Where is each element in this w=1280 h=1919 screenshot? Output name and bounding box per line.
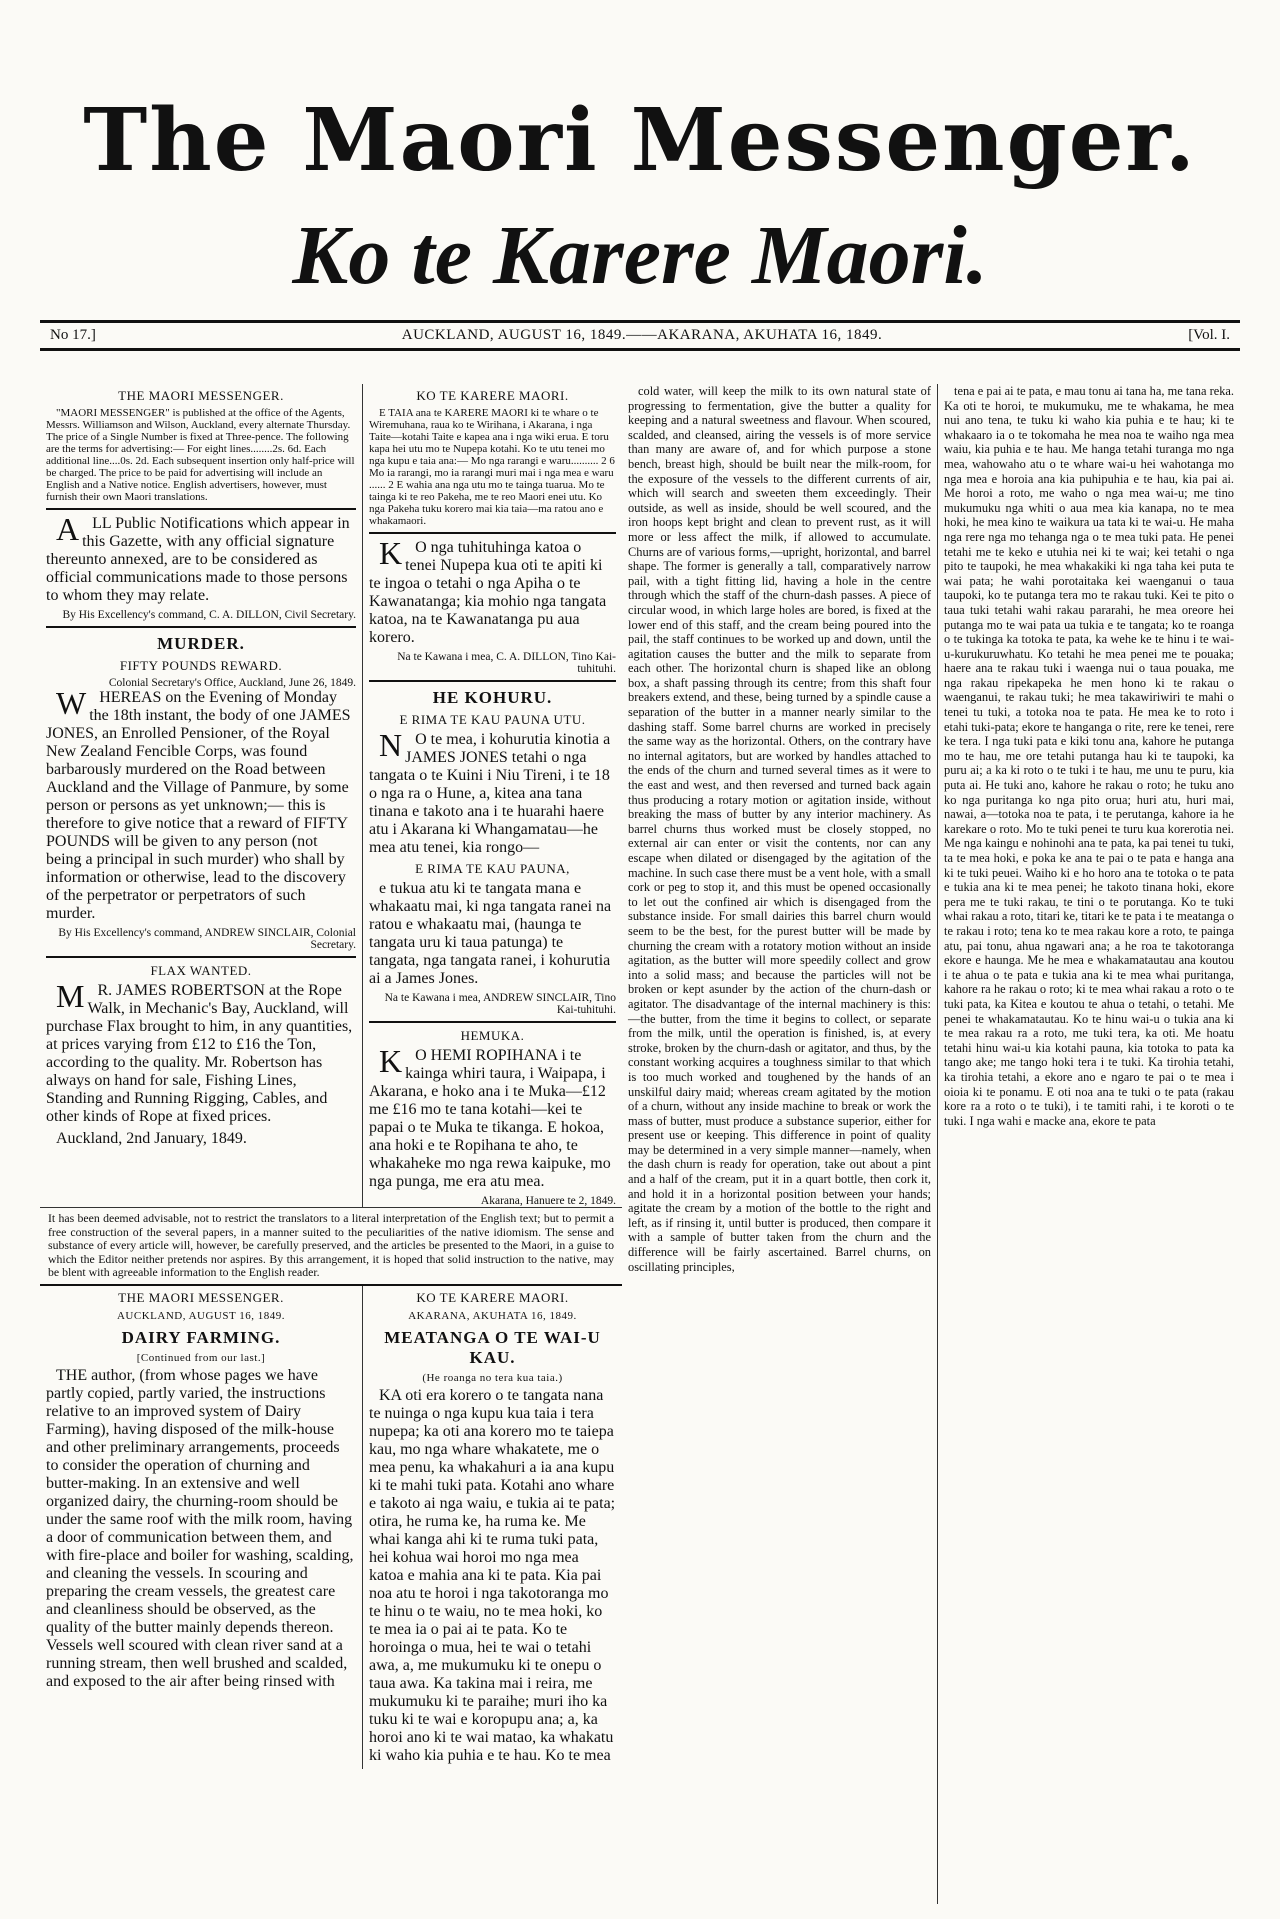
masthead <box>40 0 1240 320</box>
murder-place: Colonial Secretary's Office, Auckland, June 26, 1849. <box>108 677 356 689</box>
kohuru-subheading-2: E RIMA TE KAU PAUNA, <box>415 861 570 876</box>
separator <box>46 956 356 958</box>
notice-heading-en: THE MAORI MESSENGER. <box>118 388 284 403</box>
column-3 <box>622 384 937 1904</box>
hemuka-text: KO HEMI ROPIHANA i te kainga whiri taura, i Waipapa, i Akarana, e hoko ana i te Muka—£12 me £16 mo te tana kotahi—kei te papai o te Muka te tikanga. E hokoa, ana hoki e te Ropihana te aho, te whakaheke mo nga rewa kaipuke, mo nga punga, me era atu mea. <box>369 1043 611 1190</box>
kohuru-subheading: E RIMA TE KAU PAUNA UTU. <box>399 712 586 727</box>
column-4 <box>937 384 1240 1904</box>
lower-heading-en: THE MAORI MESSENGER. <box>118 1289 284 1305</box>
column-2 <box>362 384 622 1207</box>
murder-subheading: FIFTY POUNDS REWARD. <box>119 658 283 673</box>
meatanga-text-continued: tena e pai ai te pata, e mau tonu ai tana ha, me tana reka. Ka oti te horoi, te mukumuku, me te whakama, he mea nui ano tena, te tuku ki waho kia puhia e te hau; ki te whakaaro ia o te tokomaha he mea noa te waiho nga mea waiu, kia puhia e te hau. Me hanga tetahi turanga mo nga mea, wahowaho atu o te whare wai-u hei wahotanga mo nga mea e horoia ana kia puhipuhia e te hau, kia pai ai. Me horoi a roto, me waho o nga mea wai-u; me tino mukumuku nga whiti o aua mea kia kanapa, no te mea hoki, he mea kino te waikura ua tata ki te wai-u. He maha nga rere nga mo tehanga nga o te mea tuki pata. He penei tetahi me te keko e utuhia nei ki te wai; kei tetahi o nga pito te taupoki, he mea whakakiki ki nga taha kei puta te wai pata; he wahi porotaitaka kei waenganui o taua taupoki, ko te putanga tera mo te rakau tuki. Kei te pito o taua tuki tetahi wahi rakau pararahi, he mea oreore hei putanga mo te wai pata ua tukia e te tangata; ko te roanga o te tukinga ka totoka te pata, ka wehe ke te hinu i te wai-u-kurukuruwhatu. Ko tetahi he mea penei me te pouaka; haere ana te rakau tuki i waenga nui o taua pouaka, me nga rakau ripekapeka he men hono ki te rakau o waenganui, te rakau tuki; he mea takawiriwiri te mahi o tenei tu tuki, a totoka noa te pata. He mea ke to roto i etahi tuki-pata; ekore te hanganga o rite, rere ke tenei, rere ke tera. I nga tuki pata e kiki tonu ana, kahore he putanga mo te hau, me ore tetahi putanga hau ki te taupoki, ka puru ai; a ka ki roto o te tuki i te hau, me unu te puru, kia puta ai. He tuki ano, kahore he rakau o roto; he tuku ano ko nga puritanga ko nga pito orua; huri atu, huri mai, nawai, a—totoka noa te pata, i te perutanga, kahore ia he karekare o roto. Mo te tuki penei te turu kua korerotia nei. Me nga kaingu e nohinohi ana te pata, ka pai tenei tu tuki, ta te mea hoki, e poka ke ana te pai o te pata e hanga ana ki te tuki peuei. Waiho ki e ho horo ana te totoka o te pata e tukia ana ki te mea penei; he takoto tinana hoki, ekore pera me te tuki rakau, te tini o te porutanga. Ko te tuki whai rakau a roto, titari ke, titari ke te pata i te meatanga o te rakau i roto; tena ko te mea rakau kore a roto, te painga atu, pai tonu, ahua ngawari ana; a he roa te takotoranga ekore e haunga. Me he mea e whakamatautau ana koutou i te ahua o te pata e tukia ana ki te mea whai puritanga, kahore ra he rakau o roto; ki te mea whai rakau a roto o te tuki pata, ka Kitea e koutou te ahua o tetahi, o tetahi. Me penei te whakamatautau. Ko te hinu wai-u o tukia ana ki te mea rakau ra a roto, me tuki tera, ka oti. Me hoatu tetahi hinu wai-u kia kotahi pauna, kia totoka to pata ka tango ake; me tango hoki tera i te tuki. Ka tirohia tetahi, ka tirohia tetahi, a ekore ano e ngaro te pai o te mea i oioia ki te ponamu. E oti noa ana te tuki o te pata (rakau kore ra a roto o te tuki), i te tamiti rahi, i te koroti o te tuki. I nga wahi e macke ana, ekore te pata <box>944 384 1234 1128</box>
public-signature-en: By His Excellency's command, C. A. DILLON, Civil Secretary. <box>62 609 356 621</box>
flax-heading: FLAX WANTED. <box>150 963 252 978</box>
lower-date-en: AUCKLAND, AUGUST 16, 1849. <box>116 1309 286 1322</box>
murder-text: WHEREAS on the Evening of Monday the 18th instant, the body of one JAMES JONES, an Enrolled Pensioner, of the Royal New Zealand Fencible Corps, was found barbarously murdered on the Road between Auckland and the Village of Panmure, by some person or persons as yet unknown;— this is therefore to give notice that a reward of FIFTY POUNDS will be given to any person (not being a principal in such murder) who shall by information or otherwise, lead to the discovery of the perpetrator or perpetrators of such murder. <box>46 685 351 922</box>
lower-pair <box>40 1286 622 1769</box>
dairy-article-en <box>40 1286 362 1769</box>
lower-heading-mi: KO TE KARERE MAORI. <box>416 1289 569 1305</box>
dateline-rule <box>40 348 1240 351</box>
hemuka-heading: HEMUKA. <box>460 1028 525 1043</box>
murder-signature: By His Excellency's command, ANDREW SINCLAIR, Colonial Secretary. <box>58 927 356 951</box>
issue-number: No 17.] <box>50 327 96 343</box>
meatanga-text: KA oti era korero o te tangata nana te nuinga o nga kupu kua taia i tera nupepa; ka oti ana korero mo te taiepa kau, mo nga whare whakatete, me o mea penu, ka whakahuri a ia ana kupu ki te mahi tuki pata. Kotahi ano whare e takoto ai nga waiu, e tukia ai te pata; otira, he ruma ke, ha ruma ke. Me whai kanga ahi ki te ruma tuki pata, hei kohua wai horoi mo nga mea katoa e mahia ana ki te pata. Kia pai noa atu te horoi i nga takotoranga mo te hinu o te waiu, no te mea hoki, ko te mea ia o pai ai te pata. Ko te horoinga o mua, hei te wai o tetahi awa, a, me mukumuku ki te onepu o taua awa. Ka takina mai i reira, me mukumuku ki te paraihe; muri iho ka tuku ki te wai e koropupu ana; a, ka horoi ano ki te wai matao, ka whakatu ki waho kia puhia e te hau. Ko te mea <box>369 1386 616 1764</box>
lower-date-mi: AKARANA, AKUHATA 16, 1849. <box>408 1309 577 1322</box>
separator <box>46 626 356 628</box>
public-notice-en: ALL Public Notifications which appear in this Gazette, with any official signature thereunto annexed, are to be considered as official communications made to those persons to whom they may relate. <box>46 511 350 604</box>
left-two-columns <box>40 384 622 1904</box>
issue-date: AUCKLAND, AUGUST 16, 1849.——AKARANA, AKUHATA 16, 1849. <box>401 327 883 343</box>
flax-date: Auckland, 2nd January, 1849. <box>56 1130 247 1147</box>
dateline <box>40 323 1240 348</box>
upper-pair <box>40 384 622 1207</box>
public-signature-mi: Na te Kawana i mea, C. A. DILLON, Tino Kai-tuhituhi. <box>397 651 616 675</box>
kohuru-text: NO te mea, i kohurutia kinotia a JAMES JONES tetahi o nga tangata o te Kuini i Niu Tireni, i te 18 o nga ra o Hune, a, kitea ana tana tinana e takoto ana i te huarahi haere atu i Akarana ki Whangamatau—he mea atu tenei, kia rongo— <box>369 727 611 856</box>
dairy-title: DAIRY FARMING. <box>121 1327 281 1347</box>
murder-heading: MURDER. <box>157 634 245 653</box>
separator <box>369 680 616 682</box>
notice-text-en: "MAORI MESSENGER" is published at the office of the Agents, Messrs. Williamson and Wilson, Auckland, every alternate Thursday. The price of a Single Number is fixed at Three-pence. The following are the terms for advertising:— For eight lines........2s. 6d. Each additional line....0s. 2d. Each subsequent insertion only half-price will be charged. The price to be paid for advertising will include an English and a Native notice. English advertisers, however, must furnish their own Maori translations. <box>46 407 355 503</box>
masthead-maori: Ko te Karere Maori. <box>292 209 988 302</box>
notice-text-mi: E TAIA ana te KARERE MAORI ki te whare o te Wiremuhana, raua ko te Wirihana, i Akarana, i nga Taite—kotahi Taite e kapea ana i nga wiki erua. E toru kapa hei utu mo te Nupepa kotahi. Ko te utu tenei mo nga kupu e taia ana:— Mo nga rarangi e waru.......... 2 6 Mo ia rarangi, mo ia rarangi muri mai i nga mea e waru ...... 2 E wahia ana nga utu mo te tainga tuarua. Mo te tainga ki te reo Pakeha, me te reo Maori enei utu. Ko nga Pakeha tuku korero mai kia taia—ma ratou ano e whakamaori. <box>369 407 615 527</box>
dairy-article-mi <box>362 1286 622 1769</box>
meatanga-title: MEATANGA O TE WAI-U KAU. <box>384 1327 601 1367</box>
kohuru-text-2: e tukua atu ki te tangata mana e whakaatu mai, ki nga tangata ranei na ratou e whakaatu mai, (haunga te tangata uru ki taua patunga) te tangata, nga tangata ranei, i kohurutia ai a James Jones. <box>369 880 612 987</box>
hemuka-date: Akarana, Hanuere te 2, 1849. <box>480 1195 616 1207</box>
volume-number: [Vol. I. <box>1188 327 1230 343</box>
notice-heading-mi: KO TE KARERE MAORI. <box>416 388 569 403</box>
flax-text: MR. JAMES ROBERTSON at the Rope Walk, in Mechanic's Bay, Auckland, will purchase Flax brought to him, in any quantities, at prices varying from £12 to £16 the Ton, according to the quality. Mr. Robertson has always on hand for sale, Fishing Lines, Standing and Running Rigging, Cables, and other kinds of Rope at fixed prices. <box>46 978 353 1125</box>
dairy-text-continued: cold water, will keep the milk to its own natural state of progressing to fermentation, give the butter a quality for keeping and a natural sweetness and flavour. When scoured, scalded, and cleansed, airing the vessels is of more service than many are aware of, and for which purpose a stone bench, breast high, should be built near the milk-room, for the exposure of the vessels to the different currents of air, which will search and sweeten them exceedingly. Their outside, as well as inside, should be well scoured, and the iron hoops kept bright and clean to prevent rust, as it will more or less affect the milk, if allowed to accumulate. Churns are of various forms,—upright, horizontal, and barrel shape. The former is generally a tall, comparatively narrow pail, with a tight fitting lid, having a hole in the centre through which the staff of the churn-dash passes. A piece of circular wood, in which large holes are bored, is fixed at the lower end of this staff, and the cream being poured into the pail, the staff continues to be worked up and down, until the agitation causes the butter and the milk to separate from each other. The horizontal churn is shaped like an oblong box, a shaft passing through its centre; from this shaft four breakers extend, and these, being turned by a spindle cause a separation of the butter in a manner nearly similar to the dashing staff. Some barrel churns are worked in precisely the same way as the horizontal. Others, on the contrary have no internal agitators, but are worked by handles attached to the ends of the churn and turned several times as it were to the east and west, and then reversed and turned back again thus producing a rotary motion or agitation inside, without breaking the mass of butter by any interior machinery. As barrel churns thus worked must be closely stopped, no external air can enter or visit the contents, nor can any escape when dilated or disengaged by the agitation of the machine. In such case there must be a vent hole, with a small cork or peg to stop it, and this must be opened occasionally to let out the confined air which is disengaged from the substance inside. For small dairies this barrel churn would seem to be the best, for the purest butter will be made by churning the cream with a rotatory motion without an inside agitation, as the butter will more speedily collect and grow into a solid mass; and because the particles will not be broken or kept asunder by the action of the churn-dash or agitator. The disadvantage of the internal machinery is this:—the butter, from the time it begins to collect, or separate from the milk, until the operation is finished, is, at every stroke, broken by the churn-dash or agitator, and thus, by the constant working acquires a toughness similar to that which is too much worked and toughened by the hands of an unskilful dairy maid; whereas cream agitated by the motion of a churn, without any inside machine to break or work the mass of butter, must produce a substance superior, either for present use or keeping. This difference in point of quality may be determined in a very simple manner—namely, when the dash churn is ready for operation, take out about a pint and a half of the cream, put it in a quart bottle, then cork it, and hold it in a horizontal position between your hands; agitate the cream by a motion of the bottle to the right and left, as if rinsing it, until butter is produced, then compare it with a sample of butter taken from the churn and the difference will be fairly ascertained. Barrel churns, on oscillating principles, <box>628 384 931 1274</box>
meatanga-continued: (He roanga no tera kua taia.) <box>422 1371 563 1384</box>
masthead-english: The Maori Messenger. <box>83 90 1197 191</box>
dairy-continued: [Continued from our last.] <box>136 1351 266 1364</box>
columns <box>40 384 1240 1904</box>
separator <box>369 532 616 534</box>
separator <box>369 1021 616 1023</box>
public-notice-mi: KO nga tuhituhinga katoa o tenei Nupepa kua oti te apiti ki te ingoa o tetahi o nga Apiha o te Kawanatanga; kia mohio nga tangata katoa, na te Kawanatanga pu aua korero. <box>369 535 607 646</box>
dairy-text: THE author, (from whose pages we have partly copied, partly varied, the instructions relative to an improved system of Dairy Farming), having disposed of the milk-house and other preliminary arrangements, proceeds to consider the operation of churning and butter-making. In an extensive and well organized dairy, the churning-room should be under the same roof with the milk room, having a door of communication between them, and with fire-place and boiler for washing, scalding, and cleaning the vessels. In scouring and preparing the cream vessels, the greatest care and cleanliness should be observed, as the quality of the butter mainly depends thereon. Vessels well scoured with clean river sand at a running stream, then well brushed and scalded, and exposed to the air after being rinsed with <box>46 1366 354 1690</box>
kohuru-heading: HE KOHURU. <box>432 688 553 707</box>
separator <box>46 508 356 510</box>
column-1 <box>40 384 362 1207</box>
translation-note: It has been deemed advisable, not to restrict the translators to a literal interpretation of the English text; but to permit a free construction of the several papers, in a manner suited to the peculiarities of the native idiomism. The sense and substance of every article will, however, be carefully preserved, and the articles be presented to the Maori, in a guise to which the Editor neither pretends nor aspires. By this arrangement, it is hoped that solid instruction to the native, may be blent with agreeable information to the English reader. <box>40 1207 622 1286</box>
kohuru-signature: Na te Kawana i mea, ANDREW SINCLAIR, Tino Kai-tuhituhi. <box>384 992 616 1016</box>
